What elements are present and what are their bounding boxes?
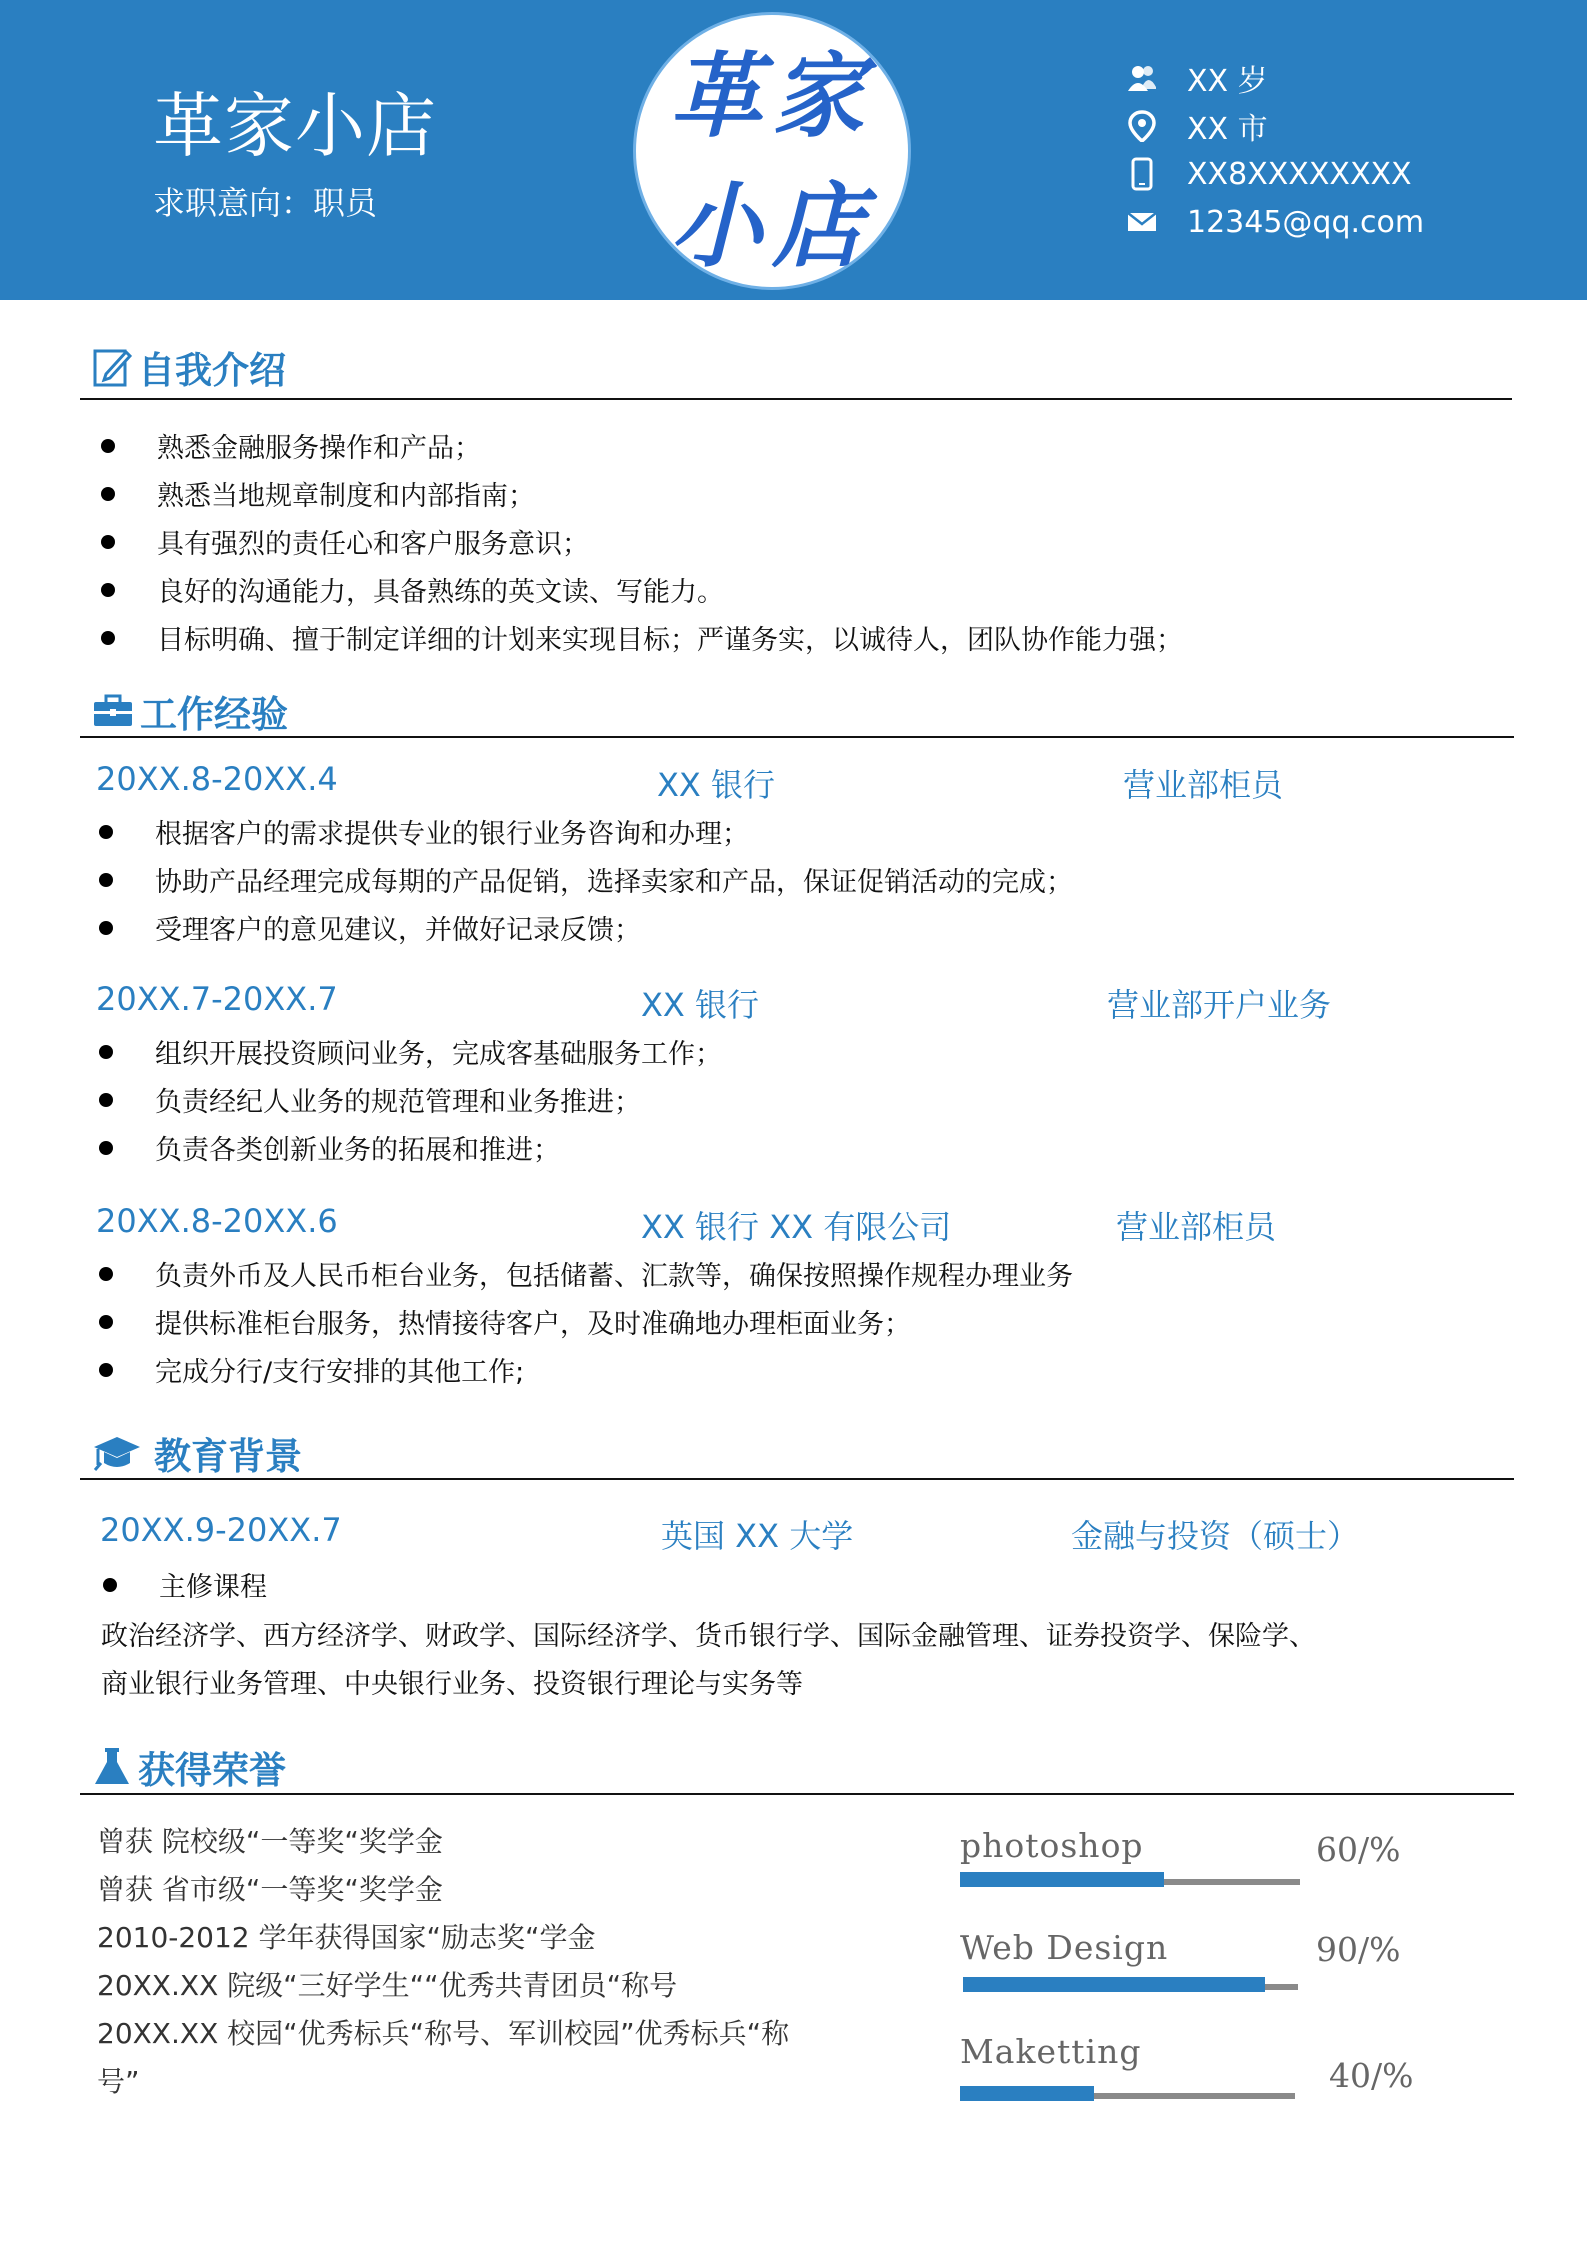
- bullet-dot: [101, 535, 115, 549]
- intro-item-text: 良好的沟通能力，具备熟练的英文读、写能力。: [157, 577, 724, 608]
- email-text: 12345@qq.com: [1187, 204, 1425, 240]
- flask-icon: [92, 1746, 132, 1788]
- bullet-dot: [99, 1315, 113, 1329]
- job-period: 20XX.7-20XX.7: [96, 980, 338, 1018]
- honor-item: 号”: [97, 2065, 140, 2098]
- job-duty-text: 完成分行/支行安排的其他工作;: [155, 1357, 525, 1388]
- city-text: XX 市: [1187, 112, 1268, 147]
- intro-item: [101, 522, 589, 561]
- mobile-phone-icon: [1125, 157, 1159, 191]
- job-duty-text: 组织开展投资顾问业务，完成客基础服务工作；: [155, 1039, 722, 1070]
- job-duty-text: 负责外币及人民币柜台业务，包括储蓄、汇款等，确保按照操作规程办理业务: [155, 1261, 1073, 1292]
- skill-bar: [960, 2086, 1295, 2101]
- skill-bar-fill: [960, 2086, 1094, 2101]
- user-icon: [1125, 61, 1159, 95]
- job-duty: [99, 1302, 911, 1341]
- intro-item: [101, 474, 535, 513]
- logo-text-line1: 革家: [669, 42, 874, 150]
- info-email: [1125, 200, 1424, 244]
- bullet-dot: [101, 583, 115, 597]
- bullet-dot: [101, 631, 115, 645]
- phone-text: XX8XXXXXXXX: [1187, 156, 1412, 192]
- job-duty-text: 根据客户的需求提供专业的银行业务咨询和办理；: [155, 819, 749, 850]
- skill-name: photoshop: [960, 1826, 1144, 1865]
- job-duty: [99, 812, 749, 851]
- job-duty-text: 提供标准柜台服务，热情接待客户，及时准确地办理柜面业务；: [155, 1309, 911, 1340]
- courses-line: 政治经济学、西方经济学、财政学、国际经济学、货币银行学、国际金融管理、证券投资学、保险学、: [101, 1621, 1316, 1652]
- divider-work: [80, 736, 1514, 738]
- bullet-dot: [99, 1141, 113, 1155]
- job-duty: [99, 1032, 722, 1071]
- section-intro-title: [92, 340, 286, 394]
- bullet-dot: [99, 1363, 113, 1377]
- intro-title-text: 自我介绍: [138, 349, 286, 392]
- envelope-icon: [1125, 205, 1159, 239]
- skill-percent: 60/%: [1316, 1830, 1401, 1869]
- job-duty-text: 负责各类创新业务的拓展和推进；: [155, 1135, 560, 1166]
- bullet-dot: [99, 1045, 113, 1059]
- section-honors-title: [92, 1740, 286, 1794]
- job-role: 营业部开户业务: [1107, 986, 1332, 1024]
- skill-bar-fill: [963, 1977, 1265, 1992]
- briefcase-icon: [92, 694, 134, 728]
- job-period: 20XX.8-20XX.4: [96, 760, 338, 798]
- education-title-text: 教育背景: [154, 1435, 302, 1478]
- intro-item-text: 具有强烈的责任心和客户服务意识；: [157, 529, 589, 560]
- job-role: 营业部柜员: [1116, 1208, 1277, 1246]
- age-text: XX 岁: [1187, 64, 1268, 99]
- work-title-text: 工作经验: [140, 693, 288, 736]
- intro-item: [101, 426, 481, 465]
- job-duty: [99, 1254, 1073, 1293]
- bullet-dot: [99, 873, 113, 887]
- honor-item: 曾获 省市级“一等奖“奖学金: [97, 1873, 443, 1906]
- skill-bar: [960, 1872, 1300, 1887]
- divider-education: [80, 1478, 1514, 1480]
- job-company: XX 银行: [657, 766, 776, 804]
- skill-bar-fill: [960, 1872, 1164, 1887]
- skill-percent: 40/%: [1329, 2056, 1414, 2095]
- intro-item: [101, 570, 724, 609]
- info-phone: [1125, 152, 1412, 196]
- bullet-dot: [101, 439, 115, 453]
- job-company: XX 银行: [641, 986, 760, 1024]
- job-duty-text: 负责经纪人业务的规范管理和业务推进；: [155, 1087, 641, 1118]
- bullet-dot: [99, 1267, 113, 1281]
- bullet-dot: [101, 487, 115, 501]
- edit-note-icon: [92, 346, 132, 388]
- graduation-cap-icon: [92, 1433, 142, 1473]
- job-duty-text: 受理客户的意见建议，并做好记录反馈；: [155, 915, 641, 946]
- skill-name: Web Design: [960, 1928, 1169, 1967]
- candidate-name: 革家小店: [153, 85, 437, 167]
- divider-honors: [80, 1793, 1514, 1795]
- courses-label-row: [103, 1565, 267, 1604]
- education-school: 英国 XX 大学: [661, 1517, 854, 1555]
- logo-text-line2: 小店: [669, 172, 874, 280]
- skill-name: Maketting: [960, 2032, 1142, 2071]
- bullet-dot: [103, 1578, 117, 1592]
- shop-logo-seal: [633, 12, 911, 290]
- honor-item: 曾获 院校级“一等奖“奖学金: [97, 1825, 443, 1858]
- bullet-dot: [99, 825, 113, 839]
- location-pin-icon: [1125, 109, 1159, 143]
- intro-item-text: 熟悉金融服务操作和产品；: [157, 433, 481, 464]
- job-duty-text: 协助产品经理完成每期的产品促销，选择卖家和产品，保证促销活动的完成；: [155, 867, 1073, 898]
- job-duty: [99, 860, 1073, 899]
- honor-item: 20XX.XX 校园“优秀标兵“称号、军训校园”优秀标兵“称: [97, 2017, 790, 2050]
- education-period: 20XX.9-20XX.7: [100, 1511, 342, 1549]
- job-intent: 求职意向：职员: [153, 184, 378, 222]
- info-city: [1125, 104, 1268, 148]
- honor-item: 20XX.XX 院级“三好学生““优秀共青团员“称号: [97, 1969, 678, 2002]
- divider-intro: [80, 398, 1512, 400]
- intro-item: [101, 618, 1183, 657]
- skill-bar: [963, 1977, 1298, 1992]
- section-work-title: [92, 684, 288, 738]
- job-role: 营业部柜员: [1123, 766, 1284, 804]
- job-period: 20XX.8-20XX.6: [96, 1202, 338, 1240]
- job-duty: [99, 1350, 524, 1389]
- intro-item-text: 目标明确、擅于制定详细的计划来实现目标；严谨务实，以诚待人，团队协作能力强；: [157, 625, 1183, 656]
- bullet-dot: [99, 1093, 113, 1107]
- courses-label: 主修课程: [159, 1572, 267, 1603]
- education-major: 金融与投资（硕士）: [1071, 1517, 1360, 1555]
- honor-item: 2010-2012 学年获得国家“励志奖“学金: [97, 1921, 596, 1954]
- intro-item-text: 熟悉当地规章制度和内部指南；: [157, 481, 535, 512]
- job-duty: [99, 1080, 641, 1119]
- job-duty: [99, 1128, 560, 1167]
- section-education-title: [92, 1426, 302, 1480]
- bullet-dot: [99, 921, 113, 935]
- job-company: XX 银行 XX 有限公司: [641, 1208, 952, 1246]
- job-duty: [99, 908, 641, 947]
- honors-title-text: 获得荣誉: [138, 1749, 286, 1792]
- courses-line: 商业银行业务管理、中央银行业务、投资银行理论与实务等: [101, 1669, 803, 1700]
- skill-percent: 90/%: [1316, 1930, 1401, 1969]
- info-age: [1125, 56, 1268, 100]
